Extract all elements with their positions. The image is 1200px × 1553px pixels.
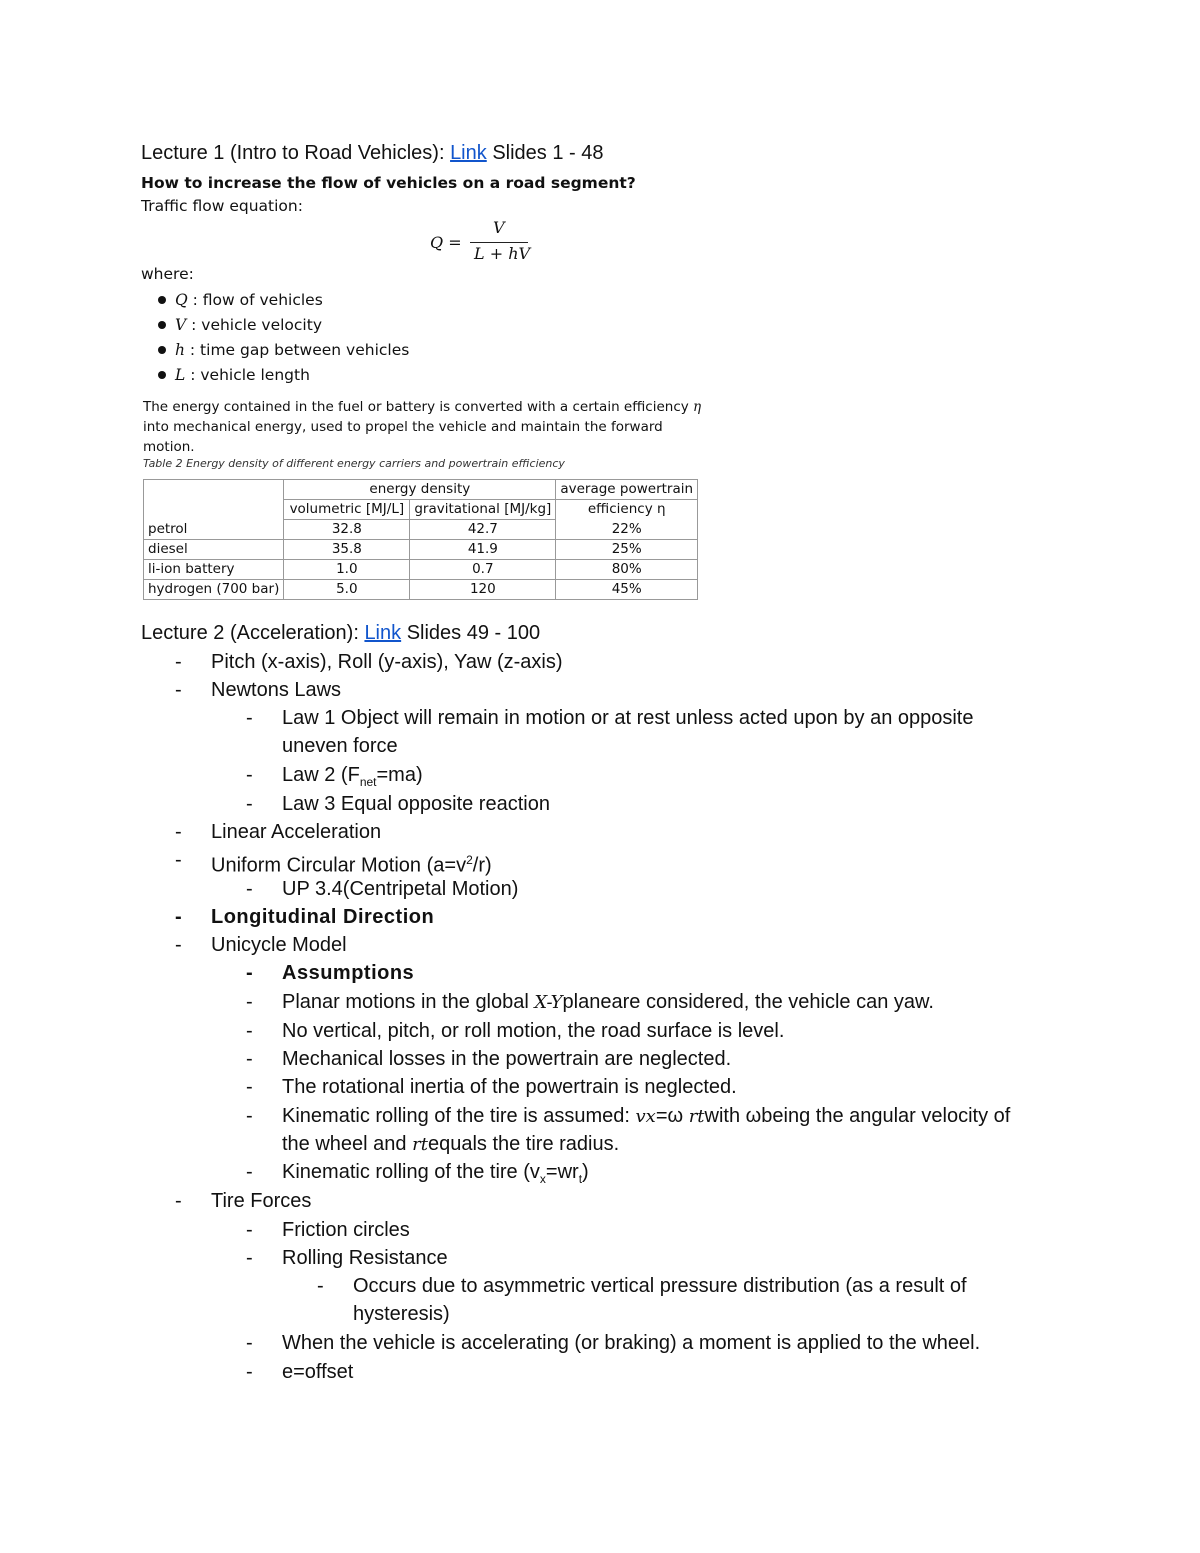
list-item: No vertical, pitch, or roll motion, the road surface is level.: [282, 1020, 785, 1042]
list-item: Uniform Circular Motion $(a=v^2/r)$: [211, 853, 492, 877]
dash-marker: -: [246, 1361, 253, 1383]
list-item: Unicycle Model: [211, 934, 347, 956]
dash-marker: -: [175, 934, 182, 956]
list-item: Longitudinal Direction: [211, 906, 435, 928]
formula-numerator: V: [493, 218, 505, 237]
list-item: Occurs due to asymmetric vertical pressure distribution (as a result of: [353, 1275, 967, 1297]
list-item: Rolling Resistance: [282, 1247, 448, 1269]
lecture2-heading: [141, 621, 540, 645]
dash-marker: -: [246, 1161, 253, 1183]
variable-list: [158, 288, 409, 388]
traffic-flow-formula: [430, 216, 540, 268]
list-item: L : vehicle length: [158, 363, 409, 388]
table-caption: Table 2 Energy density of different energy carriers and powertrain efficiency: [143, 457, 565, 470]
list-item: When the vehicle is accelerating (or braking) a moment is applied to the wheel.: [282, 1332, 981, 1354]
traffic-equation-label: Traffic flow equation:: [141, 197, 303, 215]
table-row: li-ion battery 1.0 0.7 80%: [144, 560, 698, 580]
energy-density-table: [143, 479, 698, 600]
list-item: V : vehicle velocity: [158, 313, 409, 338]
energy-paragraph: The energy contained in the fuel or battery is converted with a certain efficiency η into mechanical energy, used to propel the vehicle and maintain the forward motion.: [143, 399, 702, 455]
table-header-row: [144, 500, 698, 520]
dash-marker: -: [175, 1190, 182, 1212]
header-efficiency-1: average powertrain: [556, 480, 698, 500]
header-gravitational: gravitational [MJ/kg]: [410, 500, 556, 520]
dash-marker: -: [246, 962, 254, 984]
bullet-icon: [158, 321, 166, 329]
dash-marker: -: [246, 1105, 253, 1127]
dash-marker: -: [246, 793, 253, 815]
dash-marker: -: [317, 1275, 324, 1297]
fraction-bar: [470, 242, 528, 243]
list-item: Tire Forces: [211, 1190, 312, 1212]
list-item-continuation: the wheel and rtequals the tire radius.: [282, 1133, 620, 1155]
dash-marker: -: [175, 906, 183, 928]
lecture2-link[interactable]: Link: [364, 622, 402, 644]
dash-marker: -: [175, 679, 182, 701]
list-item: UP 3.4(Centripetal Motion): [282, 878, 519, 900]
table-header-row: [144, 480, 698, 500]
traffic-question: How to increase the flow of vehicles on a road segment?: [141, 174, 636, 192]
bullet-icon: [158, 346, 166, 354]
formula-lhs: Q =: [430, 233, 462, 252]
list-item: Planar motions in the global X-Yplaneare considered, the vehicle can yaw.: [282, 991, 934, 1013]
list-item: h : time gap between vehicles: [158, 338, 409, 363]
lecture2-slides: Slides 49 - 100: [401, 622, 541, 644]
list-item: Law 1 Object will remain in motion or at rest unless acted upon by an opposite: [282, 707, 974, 729]
dash-marker: -: [175, 821, 182, 843]
list-item: The rotational inertia of the powertrain is neglected.: [282, 1076, 737, 1098]
formula-denominator: L + hV: [474, 244, 531, 263]
dash-marker: -: [246, 1076, 253, 1098]
header-energy-density: energy density: [284, 480, 556, 500]
list-item: Newtons Laws: [211, 679, 342, 701]
bullet-icon: [158, 371, 166, 379]
list-item: Q : flow of vehicles: [158, 288, 409, 313]
list-item: Law 3 Equal opposite reaction: [282, 793, 550, 815]
dash-marker: -: [246, 1020, 253, 1042]
lecture1-title: Lecture 1 (Intro to Road Vehicles):: [141, 142, 451, 164]
header-volumetric: volumetric [MJ/L]: [284, 500, 410, 520]
list-item: Friction circles: [282, 1219, 410, 1241]
bullet-icon: [158, 296, 166, 304]
dash-marker: -: [246, 1332, 253, 1354]
list-item: Pitch (x-axis), Roll (y-axis), Yaw (z-axis): [211, 651, 563, 673]
list-item: Linear Acceleration: [211, 821, 382, 843]
table-row: diesel 35.8 41.9 25%: [144, 540, 698, 560]
lecture2-title: Lecture 2 (Acceleration):: [141, 622, 365, 644]
lecture1-slides: Slides 1 - 48: [486, 142, 604, 164]
dash-marker: -: [246, 764, 253, 786]
dash-marker: -: [246, 878, 253, 900]
dash-marker: -: [175, 849, 182, 871]
dash-marker: -: [246, 1219, 253, 1241]
list-item: Law 2 $(F_{net}=ma)$: [282, 764, 423, 789]
lecture1-heading: [141, 141, 604, 165]
dash-marker: -: [246, 991, 253, 1013]
list-item: Kinematic rolling of the tire is assumed: vx=ω rtwith ωbeing the angular velocity of: [282, 1105, 1011, 1127]
list-item: Mechanical losses in the powertrain are neglected.: [282, 1048, 732, 1070]
list-item-continuation: uneven force: [282, 735, 398, 757]
dash-marker: -: [246, 707, 253, 729]
dash-marker: -: [175, 651, 182, 673]
list-item: e=offset: [282, 1361, 354, 1383]
lecture1-link[interactable]: Link: [450, 142, 487, 164]
list-item-continuation: hysteresis): [353, 1303, 450, 1325]
dash-marker: -: [246, 1247, 253, 1269]
table-row: petrol 32.8 42.7 22%: [144, 520, 698, 540]
header-efficiency-2: efficiency η: [556, 500, 698, 520]
list-item: Kinematic rolling of the tire $(v_x=wr_t)$: [282, 1161, 589, 1186]
dash-marker: -: [246, 1048, 253, 1070]
list-item: Assumptions: [282, 962, 415, 984]
table-row: hydrogen (700 bar) 5.0 120 45%: [144, 580, 698, 600]
where-label: where:: [141, 265, 194, 283]
